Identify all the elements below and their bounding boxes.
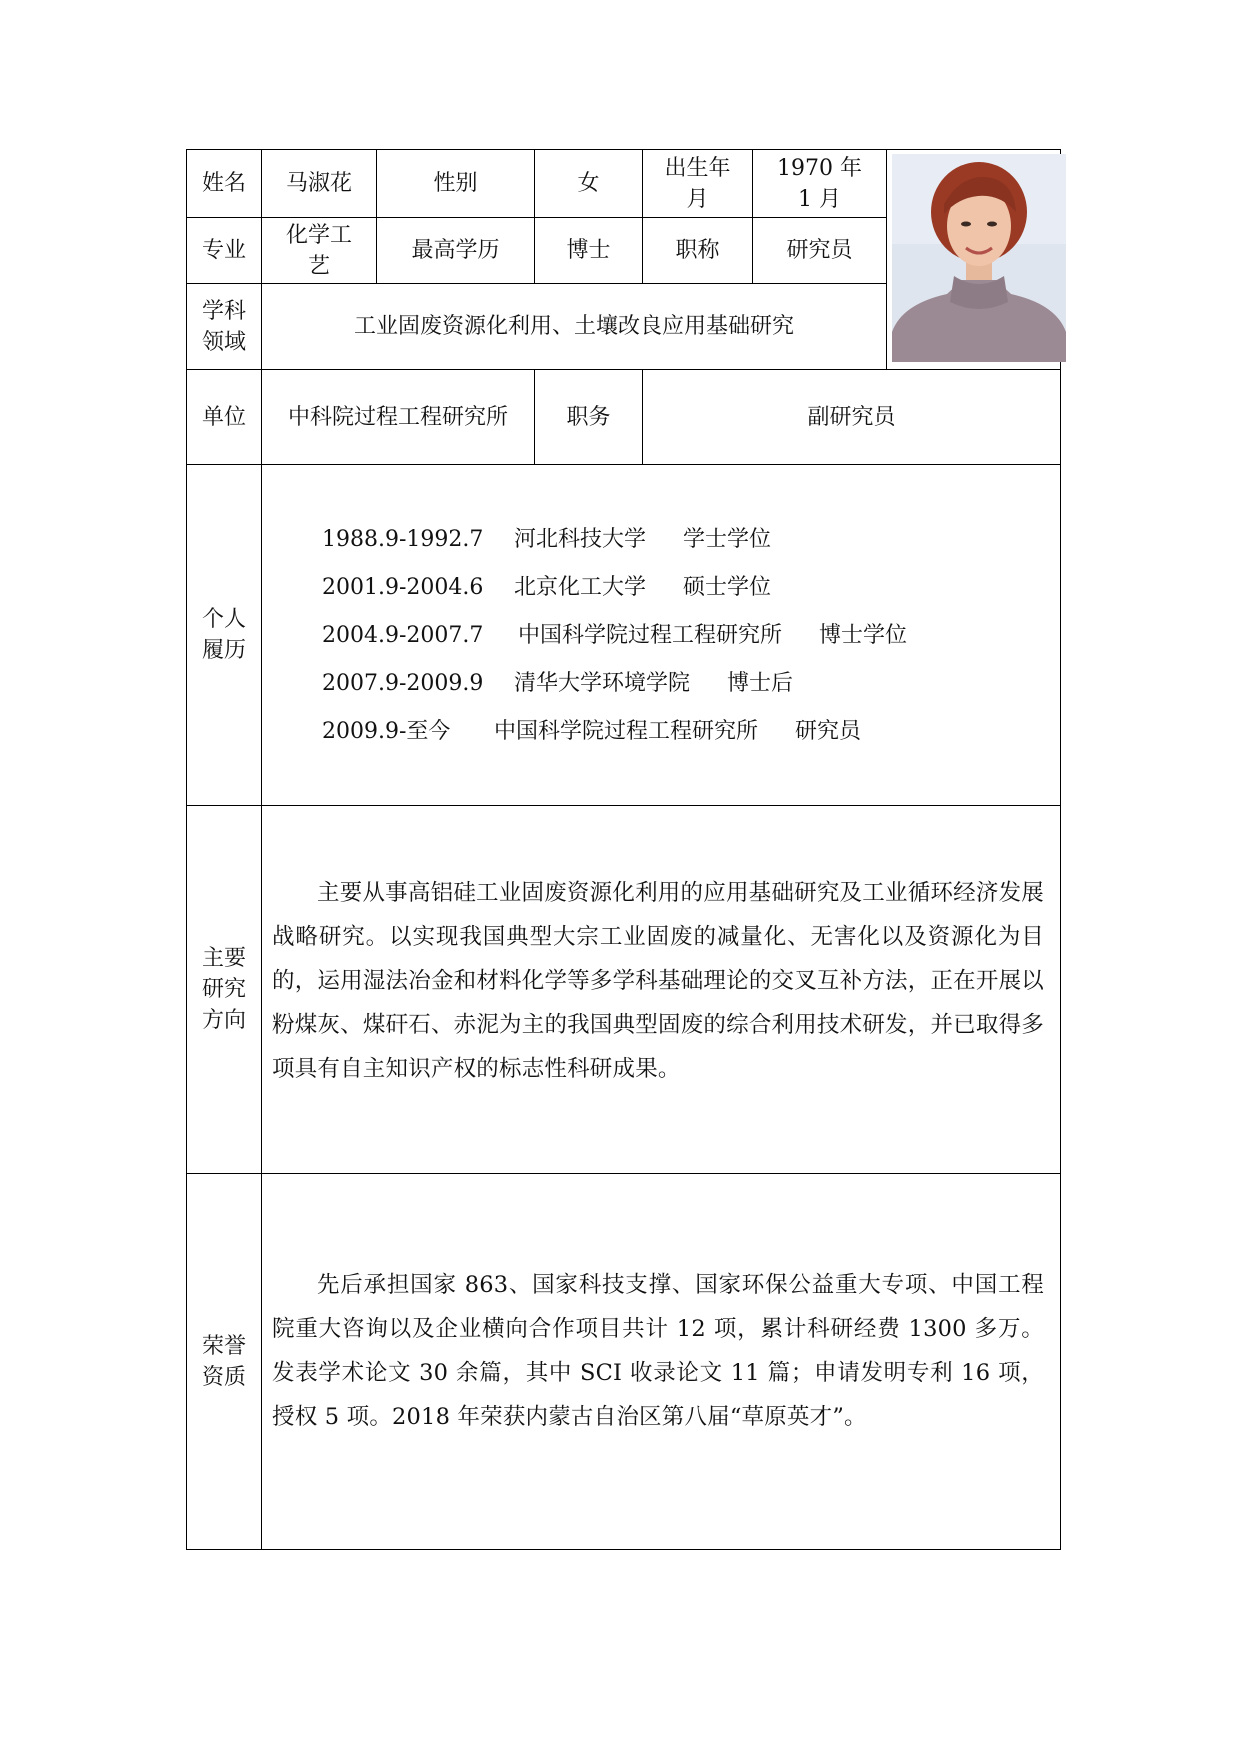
resume-period: 2007.9-2009.9 [322, 671, 484, 696]
degree-label: 最高学历 [411, 238, 500, 263]
position-label: 职务 [566, 404, 611, 430]
list-item [322, 570, 771, 601]
field-value: 工业固废资源化利用、土壤改良应用基础研究 [353, 314, 794, 339]
resume-org: 北京化工大学 [514, 575, 647, 600]
resume-role: 学士学位 [683, 527, 772, 552]
unit-label: 单位 [201, 404, 246, 430]
research-text: 主要从事高铝硅工业固废资源化利用的应用基础研究及工业循环经济发展战略研究。以实现我国典型大宗工业固废的减量化、无害化以及资源化为目的，运用湿法冶金和材料化学等多学科基础理论的交叉互补方法，正在开展以粉煤灰、煤矸石、赤泥为主的我国典型固废的综合利用技术研发，并已取得多项具有自主知识产权的标志性科研成果。 [272, 880, 1044, 1082]
list-item [322, 666, 793, 697]
title-value: 研究员 [786, 238, 853, 263]
resume-org: 中国科学院过程工程研究所 [518, 623, 783, 648]
resume-role: 研究员 [795, 719, 862, 744]
resume-role: 博士后 [727, 671, 794, 696]
gender-value: 女 [577, 171, 600, 196]
honors-label: 荣誉资质 [201, 1333, 246, 1390]
resume-label: 个人履历 [201, 607, 246, 663]
field-label: 学科领域 [201, 298, 246, 355]
unit-value: 中科院过程工程研究所 [287, 404, 508, 430]
name-label: 姓名 [201, 171, 246, 196]
list-item [322, 714, 861, 745]
title-label: 职称 [675, 238, 720, 263]
resume-period: 2009.9-至今 [322, 719, 451, 744]
list-item [322, 522, 771, 553]
portrait-photo [892, 154, 1066, 362]
degree-value: 博士 [566, 238, 611, 263]
major-label: 专业 [201, 238, 246, 263]
research-label: 主要研究方向 [201, 946, 246, 1033]
birth-value: 1970 年 1 月 [777, 155, 862, 212]
name-value: 马淑花 [285, 171, 352, 196]
resume-org: 中国科学院过程工程研究所 [494, 719, 759, 744]
resume-role: 硕士学位 [683, 575, 772, 600]
resume-period: 1988.9-1992.7 [322, 527, 484, 552]
resume-org: 清华大学环境学院 [514, 671, 691, 696]
major-value: 化学工艺 [285, 222, 352, 279]
resume-period: 2001.9-2004.6 [322, 575, 484, 600]
resume-role: 博士学位 [819, 623, 908, 648]
resume-org: 河北科技大学 [514, 527, 647, 552]
position-value: 副研究员 [807, 404, 896, 430]
honors-text: 先后承担国家 863、国家科技支撑、国家环保公益重大专项、中国工程院重大咨询以及企业横向合作项目共计 12 项，累计科研经费 1300 多万。发表学术论文 30 余篇，其中 SCI 收录论文 11 篇；申请发明专利 16 项，授权 5 项。2018 年荣获内蒙古自治区第八届“草原英才”。 [272, 1272, 1044, 1430]
list-item [322, 618, 907, 649]
birth-label: 出生年月 [664, 155, 731, 212]
gender-label: 性别 [433, 171, 478, 196]
resume-period: 2004.9-2007.7 [322, 623, 484, 648]
